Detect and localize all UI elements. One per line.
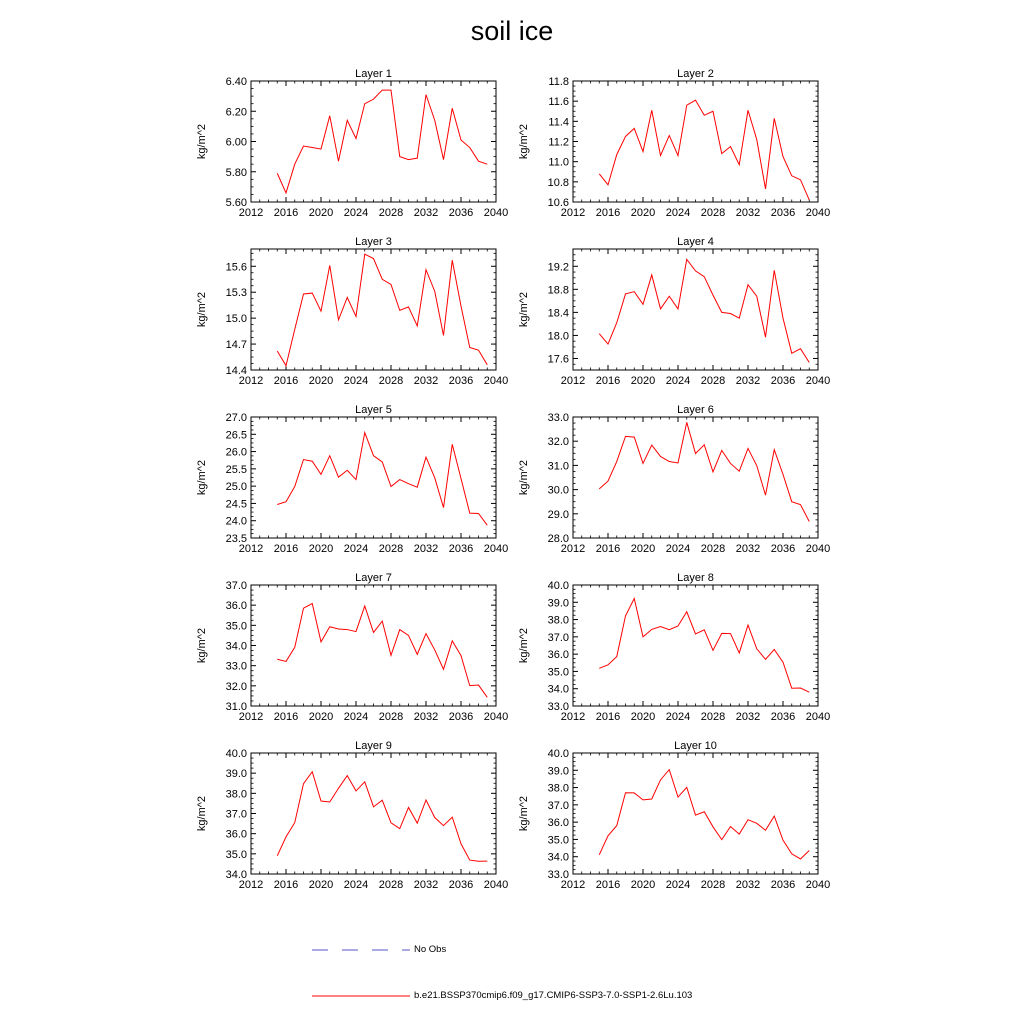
y-tick-label: 10.6 <box>547 197 569 209</box>
plot-frame <box>573 81 818 202</box>
panel-title: Layer 7 <box>355 572 392 584</box>
x-tick-label: 2040 <box>805 375 831 387</box>
x-tick-label: 2012 <box>560 207 586 219</box>
y-tick-label: 38.0 <box>225 788 247 801</box>
y-tick-label: 34.0 <box>547 683 569 696</box>
x-tick-label: 2028 <box>700 375 726 387</box>
y-tick-label: 34.0 <box>225 869 247 881</box>
x-tick-label: 2012 <box>560 711 586 723</box>
y-tick-label: 35.0 <box>547 834 569 847</box>
x-tick-label: 2024 <box>665 207 691 219</box>
legend-model-label: b.e21.BSSP370cmip6.f09_g17.CMIP6-SSP3-7.0-SSP1-2.6Lu.103 <box>414 990 693 1001</box>
panel-layer-6 <box>518 404 830 555</box>
x-tick-label: 2036 <box>770 375 796 387</box>
x-tick-label: 2016 <box>273 207 299 219</box>
y-axis-label: kg/m^2 <box>518 123 530 160</box>
x-tick-label: 2012 <box>238 879 264 891</box>
x-tick-label: 2036 <box>770 711 796 723</box>
x-tick-label: 2020 <box>630 375 656 387</box>
x-tick-label: 2016 <box>273 543 299 555</box>
x-tick-label: 2020 <box>630 711 656 723</box>
panel-layer-2 <box>518 68 830 219</box>
x-tick-label: 2040 <box>805 711 831 723</box>
x-tick-label: 2020 <box>308 711 334 723</box>
y-tick-label: 37.0 <box>547 799 569 812</box>
series-line <box>277 604 487 698</box>
x-tick-label: 2036 <box>448 375 474 387</box>
x-tick-label: 2028 <box>378 711 404 723</box>
panel-title: Layer 3 <box>355 236 392 248</box>
y-tick-label: 26.5 <box>225 429 247 442</box>
x-tick-label: 2024 <box>665 543 691 555</box>
y-tick-label: 36.0 <box>225 828 247 841</box>
plot-frame <box>251 417 496 538</box>
y-tick-label: 17.6 <box>547 353 569 366</box>
x-tick-label: 2040 <box>805 879 831 891</box>
panel-layer-4 <box>518 236 830 387</box>
x-tick-label: 2016 <box>595 543 621 555</box>
x-tick-label: 2012 <box>238 711 264 723</box>
y-tick-label: 24.0 <box>225 515 247 528</box>
panel-layer-10 <box>518 740 830 891</box>
x-tick-label: 2036 <box>448 711 474 723</box>
y-tick-label: 34.0 <box>225 640 247 653</box>
y-tick-label: 39.0 <box>547 597 569 610</box>
series-line <box>277 433 487 526</box>
y-tick-label: 35.0 <box>225 620 247 633</box>
x-tick-label: 2024 <box>343 375 369 387</box>
x-tick-label: 2036 <box>448 207 474 219</box>
y-tick-label: 25.0 <box>225 481 247 494</box>
panel-layer-3 <box>196 236 508 387</box>
y-tick-label: 18.8 <box>547 284 569 297</box>
series-line <box>599 422 809 521</box>
y-tick-label: 37.0 <box>547 631 569 644</box>
y-tick-label: 6.00 <box>225 136 247 149</box>
y-tick-label: 11.2 <box>548 136 569 149</box>
y-tick-label: 33.0 <box>547 869 569 881</box>
x-tick-label: 2024 <box>343 879 369 891</box>
panel-title: Layer 4 <box>677 236 714 248</box>
x-tick-label: 2028 <box>378 207 404 219</box>
y-tick-label: 33.0 <box>547 412 569 424</box>
y-tick-label: 38.0 <box>547 782 569 795</box>
y-tick-label: 14.4 <box>225 365 247 377</box>
x-tick-label: 2032 <box>413 375 439 387</box>
y-tick-label: 29.0 <box>547 508 569 521</box>
panel-title: Layer 2 <box>677 68 714 80</box>
x-tick-label: 2028 <box>378 543 404 555</box>
x-tick-label: 2024 <box>665 879 691 891</box>
x-tick-label: 2016 <box>595 375 621 387</box>
plot-frame <box>573 585 818 706</box>
y-tick-label: 33.0 <box>547 701 569 713</box>
x-tick-label: 2016 <box>273 879 299 891</box>
x-tick-label: 2016 <box>273 375 299 387</box>
panel-title: Layer 5 <box>355 404 392 416</box>
x-tick-label: 2012 <box>238 207 264 219</box>
series-line <box>599 770 809 859</box>
x-tick-label: 2016 <box>595 879 621 891</box>
x-tick-label: 2040 <box>483 207 509 219</box>
x-tick-label: 2040 <box>805 207 831 219</box>
y-tick-label: 28.0 <box>547 533 569 545</box>
y-tick-label: 15.0 <box>225 313 247 326</box>
x-tick-label: 2012 <box>238 375 264 387</box>
x-tick-label: 2032 <box>735 879 761 891</box>
y-tick-label: 23.5 <box>225 533 247 545</box>
figure-title: soil ice <box>470 16 554 46</box>
x-tick-label: 2032 <box>413 207 439 219</box>
y-tick-label: 34.0 <box>547 851 569 864</box>
y-tick-label: 32.0 <box>547 436 569 449</box>
y-tick-label: 30.0 <box>547 484 569 497</box>
x-tick-label: 2036 <box>448 879 474 891</box>
y-tick-label: 31.0 <box>225 701 247 713</box>
panel-title: Layer 1 <box>355 68 392 80</box>
panel-layer-5 <box>196 404 508 555</box>
x-tick-label: 2032 <box>735 207 761 219</box>
y-axis-label: kg/m^2 <box>196 795 208 832</box>
y-tick-label: 33.0 <box>225 660 247 673</box>
x-tick-label: 2032 <box>735 543 761 555</box>
y-tick-label: 37.0 <box>225 808 247 821</box>
panel-title: Layer 8 <box>677 572 714 584</box>
y-tick-label: 37.0 <box>225 580 247 592</box>
x-tick-label: 2028 <box>700 543 726 555</box>
x-tick-label: 2020 <box>308 207 334 219</box>
panel-title: Layer 10 <box>674 740 717 752</box>
x-tick-label: 2032 <box>735 711 761 723</box>
x-tick-label: 2020 <box>308 879 334 891</box>
x-tick-label: 2012 <box>560 879 586 891</box>
x-tick-label: 2024 <box>665 375 691 387</box>
x-tick-label: 2040 <box>483 879 509 891</box>
y-axis-label: kg/m^2 <box>196 627 208 664</box>
panel-layer-7 <box>196 572 508 723</box>
x-tick-label: 2012 <box>560 543 586 555</box>
series-line <box>599 259 809 362</box>
x-tick-label: 2036 <box>770 543 796 555</box>
x-tick-label: 2024 <box>665 711 691 723</box>
y-tick-label: 11.6 <box>548 96 569 109</box>
y-tick-label: 11.0 <box>548 156 569 169</box>
y-tick-label: 32.0 <box>225 680 247 693</box>
y-tick-label: 31.0 <box>547 460 569 473</box>
y-axis-label: kg/m^2 <box>518 627 530 664</box>
plot-frame <box>251 585 496 706</box>
x-tick-label: 2020 <box>630 207 656 219</box>
x-tick-label: 2040 <box>805 543 831 555</box>
y-tick-label: 27.0 <box>225 412 247 424</box>
x-tick-label: 2024 <box>343 543 369 555</box>
x-tick-label: 2028 <box>700 711 726 723</box>
panel-layer-1 <box>196 68 508 219</box>
x-tick-label: 2024 <box>343 207 369 219</box>
y-tick-label: 40.0 <box>225 748 247 760</box>
x-tick-label: 2012 <box>238 543 264 555</box>
x-tick-label: 2024 <box>343 711 369 723</box>
y-tick-label: 26.0 <box>225 446 247 459</box>
legend-no-obs-label: No Obs <box>414 944 447 955</box>
series-line <box>277 90 487 193</box>
y-tick-label: 36.0 <box>547 649 569 662</box>
series-line <box>277 772 487 862</box>
x-tick-label: 2036 <box>770 879 796 891</box>
y-tick-label: 11.8 <box>548 76 569 88</box>
x-tick-label: 2040 <box>483 375 509 387</box>
x-tick-label: 2016 <box>595 711 621 723</box>
y-tick-label: 35.0 <box>225 848 247 861</box>
y-tick-label: 25.5 <box>225 463 247 476</box>
x-tick-label: 2028 <box>378 375 404 387</box>
y-tick-label: 24.5 <box>225 498 247 511</box>
x-tick-label: 2036 <box>448 543 474 555</box>
x-tick-label: 2020 <box>630 879 656 891</box>
y-axis-label: kg/m^2 <box>196 291 208 328</box>
panel-title: Layer 6 <box>677 404 714 416</box>
x-tick-label: 2032 <box>413 711 439 723</box>
x-tick-label: 2028 <box>700 207 726 219</box>
x-tick-label: 2032 <box>413 543 439 555</box>
panel-layer-8 <box>518 572 830 723</box>
x-tick-label: 2016 <box>273 711 299 723</box>
y-tick-label: 15.6 <box>225 261 247 274</box>
y-tick-label: 11.4 <box>548 116 569 129</box>
y-tick-label: 6.40 <box>225 76 247 88</box>
y-tick-label: 39.0 <box>547 765 569 778</box>
y-tick-label: 36.0 <box>547 817 569 830</box>
y-tick-label: 38.0 <box>547 614 569 627</box>
y-tick-label: 19.2 <box>547 261 569 274</box>
y-axis-label: kg/m^2 <box>196 123 208 160</box>
plot-frame <box>251 249 496 370</box>
y-tick-label: 14.7 <box>225 339 247 352</box>
x-tick-label: 2012 <box>560 375 586 387</box>
y-tick-label: 6.20 <box>225 106 247 119</box>
y-tick-label: 5.60 <box>225 197 247 209</box>
y-tick-label: 18.0 <box>547 330 569 343</box>
x-tick-label: 2028 <box>378 879 404 891</box>
series-line <box>599 100 809 200</box>
y-tick-label: 40.0 <box>547 580 569 592</box>
x-tick-label: 2020 <box>630 543 656 555</box>
y-axis-label: kg/m^2 <box>518 459 530 496</box>
y-tick-label: 15.3 <box>225 287 247 300</box>
series-line <box>599 598 809 692</box>
y-tick-label: 18.4 <box>547 307 569 320</box>
x-tick-label: 2020 <box>308 543 334 555</box>
y-tick-label: 10.8 <box>547 176 569 189</box>
y-axis-label: kg/m^2 <box>196 459 208 496</box>
x-tick-label: 2016 <box>595 207 621 219</box>
x-tick-label: 2040 <box>483 711 509 723</box>
panel-layer-9 <box>196 740 508 891</box>
x-tick-label: 2028 <box>700 879 726 891</box>
y-tick-label: 5.80 <box>225 166 247 179</box>
x-tick-label: 2032 <box>735 375 761 387</box>
y-axis-label: kg/m^2 <box>518 795 530 832</box>
y-tick-label: 39.0 <box>225 768 247 781</box>
x-tick-label: 2036 <box>770 207 796 219</box>
x-tick-label: 2040 <box>483 543 509 555</box>
plot-frame <box>251 753 496 874</box>
y-tick-label: 36.0 <box>225 600 247 613</box>
x-tick-label: 2020 <box>308 375 334 387</box>
y-tick-label: 35.0 <box>547 666 569 679</box>
series-line <box>277 254 487 365</box>
panel-title: Layer 9 <box>355 740 392 752</box>
x-tick-label: 2032 <box>413 879 439 891</box>
y-tick-label: 40.0 <box>547 748 569 760</box>
y-axis-label: kg/m^2 <box>518 291 530 328</box>
